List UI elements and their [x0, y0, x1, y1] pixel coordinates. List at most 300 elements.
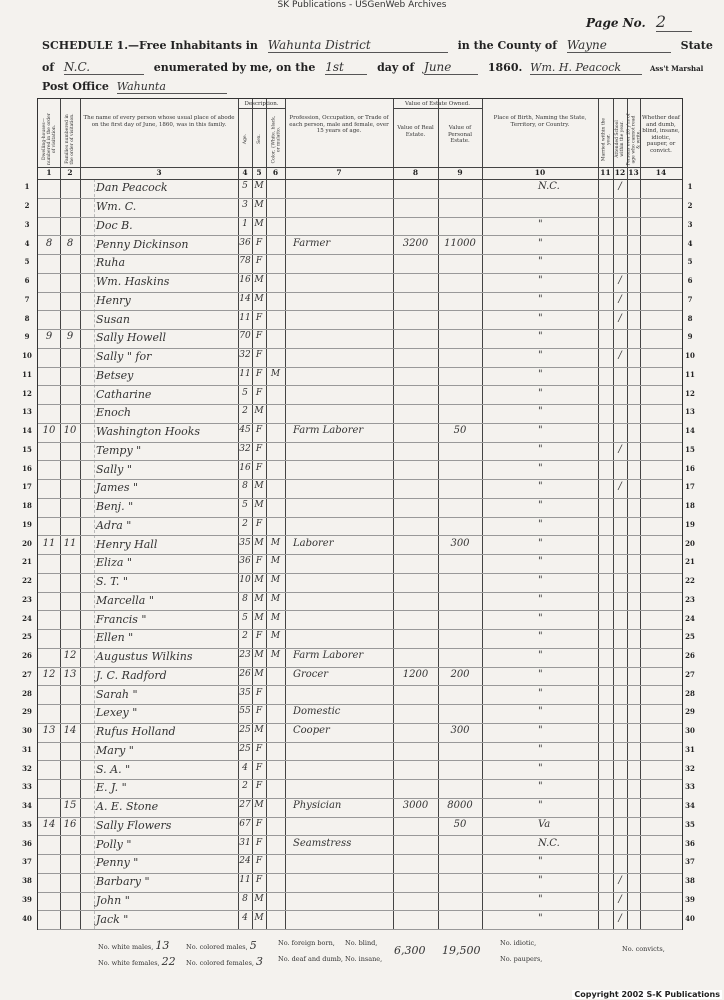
row-number-right: 2	[687, 201, 693, 211]
deaf-dumb-label: No. deaf and dumb,	[278, 955, 343, 963]
cell-birth: "	[538, 575, 543, 587]
row-number-right: 40	[685, 913, 695, 923]
cell-birth: "	[538, 781, 543, 793]
cell-age: 23	[239, 650, 251, 661]
column-number: 10	[534, 168, 546, 177]
row-number-left: 27	[22, 669, 32, 679]
row-number-right: 18	[685, 501, 695, 511]
cell-pers: 50	[453, 425, 467, 437]
day-value: 1st	[325, 60, 367, 75]
cell-birth: "	[538, 593, 543, 605]
row-number-right: 1	[687, 182, 693, 192]
cell-d: 14	[42, 818, 56, 830]
row-number-left: 36	[22, 838, 32, 848]
cell-birth: "	[538, 443, 543, 455]
white-females	[98, 955, 176, 968]
row-number-left: 38	[22, 876, 32, 886]
cell-color: M	[270, 631, 281, 642]
cell-color: M	[270, 650, 281, 661]
row-number-left: 28	[22, 688, 32, 698]
cell-age: 36	[239, 556, 251, 567]
grid-vline	[613, 99, 614, 929]
row-rule	[38, 629, 682, 630]
cell-color: M	[270, 575, 281, 586]
row-number-right: 35	[685, 819, 695, 829]
cell-school: /	[618, 350, 622, 362]
cell-name: Mary "	[96, 743, 134, 757]
cell-birth: "	[538, 518, 543, 530]
row-rule	[38, 254, 682, 255]
cell-school: /	[618, 275, 622, 287]
column-header-10: Place of Birth, Naming the State, Territory, or Country.	[493, 115, 587, 128]
row-rule	[38, 535, 682, 536]
row-number-left: 34	[22, 801, 32, 811]
cell-name: Wm. Haskins	[96, 275, 170, 289]
cell-age: 2	[242, 406, 248, 417]
cell-birth: "	[538, 500, 543, 512]
cell-birth: "	[538, 350, 543, 362]
cell-name: Betsey	[96, 368, 134, 382]
cell-name: Dan Peacock	[96, 181, 168, 195]
cell-birth: "	[538, 706, 543, 718]
cell-school: /	[618, 481, 622, 493]
cell-name: Lexey "	[96, 706, 138, 720]
cell-birth: "	[538, 462, 543, 474]
grid-vline	[598, 99, 599, 929]
cell-occ: Farm Laborer	[293, 425, 364, 437]
row-rule	[38, 648, 682, 649]
column-header-14: Whether deaf and dumb, blind, insane, idiotic, pauper, or convict.	[642, 115, 680, 154]
cell-age: 45	[239, 425, 251, 436]
cell-d: 11	[42, 537, 56, 549]
cell-age: 24	[239, 856, 251, 867]
cell-f: 9	[66, 331, 74, 343]
cell-name: Benj. "	[96, 500, 134, 514]
cell-sex: F	[255, 350, 263, 361]
row-number-left: 4	[24, 238, 30, 248]
row-number-right: 22	[685, 576, 695, 586]
cell-birth: Va	[538, 818, 551, 830]
cell-age: 35	[239, 537, 251, 548]
cell-age: 25	[239, 743, 251, 754]
cell-age: 70	[239, 331, 251, 342]
cell-sex: M	[254, 218, 264, 229]
cell-sex: M	[254, 200, 264, 211]
cell-age: 8	[242, 481, 248, 492]
cell-sex: F	[255, 631, 263, 642]
row-rule	[38, 854, 682, 855]
cell-sex: F	[255, 425, 263, 436]
cell-school: /	[618, 875, 622, 887]
row-rule	[38, 610, 682, 611]
cell-birth: "	[538, 556, 543, 568]
cell-birth: "	[538, 425, 543, 437]
header-rule	[38, 167, 682, 168]
cell-birth: "	[538, 893, 543, 905]
row-number-right: 15	[685, 444, 695, 454]
column-header-9: Value of Personal Estate.	[447, 125, 473, 144]
cell-name: Francis "	[96, 612, 147, 626]
row-rule	[38, 217, 682, 218]
cell-sex: F	[255, 368, 263, 379]
cell-color: M	[270, 368, 281, 379]
cell-sex: F	[255, 743, 263, 754]
cell-birth: "	[538, 481, 543, 493]
grid-vline	[266, 99, 267, 929]
cell-color: M	[270, 556, 281, 567]
row-rule	[38, 573, 682, 574]
row-number-left: 40	[22, 913, 32, 923]
row-rule	[38, 817, 682, 818]
cell-occ: Cooper	[293, 725, 330, 737]
top-caption: SK Publications - USGenWeb Archives	[277, 0, 447, 10]
cell-school: /	[618, 912, 622, 924]
white-females-label: No. white females,	[98, 959, 160, 967]
cell-birth: "	[538, 331, 543, 343]
row-rule	[38, 479, 682, 480]
cell-real: 1200	[402, 668, 429, 680]
row-number-right: 14	[685, 426, 695, 436]
state-value: N.C.	[64, 60, 144, 75]
row-number-left: 25	[22, 632, 32, 642]
row-number-right: 25	[685, 632, 695, 642]
cell-name: Enoch	[96, 406, 131, 420]
cell-birth: "	[538, 762, 543, 774]
column-number: 9	[457, 168, 463, 177]
cell-name: Sally " for	[96, 350, 152, 364]
cell-age: 5	[242, 181, 248, 192]
cell-sex: F	[255, 856, 263, 867]
row-number-right: 16	[685, 463, 695, 473]
year-value: 1860.	[487, 61, 523, 74]
cell-age: 67	[239, 818, 251, 829]
cell-school: /	[618, 893, 622, 905]
row-rule	[38, 292, 682, 293]
cell-age: 55	[239, 706, 251, 717]
cell-pers: 50	[453, 818, 467, 830]
cell-age: 35	[239, 687, 251, 698]
row-rule	[38, 892, 682, 893]
row-number-right: 8	[687, 313, 693, 323]
cell-name: Sally Howell	[96, 331, 167, 345]
row-number-right: 33	[685, 782, 695, 792]
marshal-label: Ass't Marshal	[650, 64, 704, 73]
column-header-8: Value of Real Estate.	[397, 125, 434, 138]
cell-name: Susan	[96, 312, 130, 326]
column-number: 7	[336, 168, 342, 177]
insane-label: No. insane,	[345, 955, 383, 963]
cell-age: 26	[239, 668, 251, 679]
row-number-left: 13	[22, 407, 32, 417]
value-group-header: Value of Estate Owned.	[393, 101, 482, 109]
column-header-6: Color, {White, black, or mulatto.	[270, 115, 281, 163]
copyright-notice: Copyright 2002 S-K Publications	[574, 990, 720, 999]
month-value: June	[424, 60, 478, 75]
row-number-left: 8	[24, 313, 30, 323]
row-rule	[38, 235, 682, 236]
white-males-value: 13	[155, 939, 170, 952]
column-number: 13	[628, 168, 639, 177]
row-rule	[38, 929, 682, 930]
census-table	[37, 98, 683, 930]
blind-label: No. blind,	[345, 939, 378, 947]
cell-name: Sarah "	[96, 687, 138, 701]
row-number-left: 7	[24, 294, 30, 304]
cell-age: 11	[239, 875, 251, 886]
cell-age: 32	[239, 443, 251, 454]
cell-sex: M	[254, 725, 264, 736]
cell-pers: 300	[450, 725, 470, 737]
cell-age: 5	[242, 500, 248, 511]
idiotic-label: No. idiotic,	[500, 939, 537, 947]
description-group-header: Description.	[238, 101, 285, 109]
row-number-left: 2	[24, 201, 30, 211]
row-rule	[38, 517, 682, 518]
row-number-right: 38	[685, 876, 695, 886]
cell-name: Adra "	[96, 518, 132, 532]
row-number-right: 30	[685, 726, 695, 736]
row-number-right: 4	[687, 238, 693, 248]
cell-school: /	[618, 181, 622, 193]
cell-sex: F	[255, 331, 263, 342]
column-header-5: Sex.	[256, 134, 262, 144]
cell-name: Catharine	[96, 387, 152, 401]
row-number-left: 10	[22, 351, 32, 361]
cell-occ: Domestic	[293, 706, 341, 718]
cell-color: M	[270, 612, 281, 623]
cell-birth: "	[538, 537, 543, 549]
cell-name: J. C. Radford	[96, 668, 167, 682]
header-rule	[38, 179, 682, 180]
marshal-value: Wm. H. Peacock	[530, 61, 642, 75]
cell-name: Ellen "	[96, 631, 134, 645]
cell-name: John "	[96, 893, 130, 907]
cell-age: 4	[242, 912, 248, 923]
row-number-right: 12	[685, 388, 695, 398]
row-number-left: 21	[22, 557, 32, 567]
cell-name: S. T. "	[96, 575, 128, 589]
row-number-left: 26	[22, 651, 32, 661]
cell-pers: 8000	[447, 800, 473, 812]
cell-name: E. J. "	[96, 781, 127, 795]
column-header-7: Profession, Occupation, or Trade of each person, male and female, over 15 years of age.	[289, 115, 389, 134]
cell-name: Ruha	[96, 256, 126, 270]
page-label: Page No.	[586, 16, 646, 30]
row-number-right: 32	[685, 763, 695, 773]
cell-birth: "	[538, 856, 543, 868]
colored-females-label: No. colored females,	[186, 959, 254, 967]
cell-school: /	[618, 293, 622, 305]
column-number: 12	[614, 168, 626, 177]
row-number-left: 12	[22, 388, 32, 398]
cell-birth: "	[538, 406, 543, 418]
row-rule	[38, 554, 682, 555]
row-number-right: 26	[685, 651, 695, 661]
cell-name: Rufus Holland	[96, 725, 176, 739]
row-number-left: 6	[24, 276, 30, 286]
cell-sex: M	[254, 500, 264, 511]
cell-age: 8	[242, 893, 248, 904]
cell-f: 15	[63, 800, 77, 812]
row-rule	[38, 667, 682, 668]
row-number-left: 24	[22, 613, 32, 623]
cell-age: 10	[239, 575, 251, 586]
row-number-left: 29	[22, 707, 32, 717]
row-number-right: 10	[685, 351, 695, 361]
cell-color: M	[270, 537, 281, 548]
row-number-left: 33	[22, 782, 32, 792]
cell-sex: F	[255, 818, 263, 829]
cell-age: 11	[239, 368, 251, 379]
cell-sex: F	[255, 781, 263, 792]
colored-males	[186, 939, 257, 952]
row-number-left: 20	[22, 538, 32, 548]
column-number: 4	[242, 168, 248, 177]
cell-pers: 200	[450, 668, 470, 680]
cell-age: 32	[239, 350, 251, 361]
cell-occ: Farmer	[293, 237, 331, 249]
cell-real: 3000	[402, 800, 429, 812]
column-number: 2	[67, 168, 73, 177]
row-number-left: 18	[22, 501, 32, 511]
column-number: 3	[156, 168, 162, 177]
row-rule	[38, 873, 682, 874]
row-number-left: 11	[22, 369, 32, 379]
cell-school: /	[618, 443, 622, 455]
state-label: State	[680, 39, 713, 52]
cell-f: 11	[63, 537, 77, 549]
cell-name: Marcella "	[96, 593, 154, 607]
row-rule	[38, 442, 682, 443]
cell-sex: F	[255, 762, 263, 773]
cell-birth: "	[538, 218, 543, 230]
row-number-right: 7	[687, 294, 693, 304]
row-rule	[38, 348, 682, 349]
row-number-left: 37	[22, 857, 32, 867]
schedule-label: SCHEDULE 1.—Free Inhabitants in	[42, 39, 258, 52]
cell-birth: "	[538, 800, 543, 812]
cell-sex: F	[255, 556, 263, 567]
district-value: Wahunta District	[268, 38, 448, 53]
colored-males-value: 5	[249, 939, 257, 952]
cell-age: 14	[239, 293, 251, 304]
cell-name: Henry Hall	[96, 537, 158, 551]
cell-name: S. A. "	[96, 762, 131, 776]
cell-age: 1	[242, 218, 248, 229]
cell-name: Polly "	[96, 837, 132, 851]
cell-birth: "	[538, 387, 543, 399]
cell-age: 4	[242, 762, 248, 773]
grid-vline	[482, 99, 483, 929]
cell-birth: "	[538, 631, 543, 643]
column-header-13: Persons over 20 y'rs of age who cannot read & write.	[626, 113, 641, 165]
row-number-left: 30	[22, 726, 32, 736]
row-rule	[38, 798, 682, 799]
cell-sex: F	[255, 462, 263, 473]
cell-occ: Seamstress	[293, 837, 352, 849]
enumerated-label: enumerated by me, on the	[153, 61, 316, 74]
cell-birth: N.C.	[538, 837, 560, 849]
cell-f: 14	[63, 725, 77, 737]
cell-d: 10	[42, 425, 56, 437]
cell-name: Barbary "	[96, 875, 150, 889]
colored-females-value: 3	[256, 955, 264, 968]
row-rule	[38, 779, 682, 780]
row-number-left: 39	[22, 894, 32, 904]
row-number-left: 1	[24, 182, 30, 192]
cell-name: Sally "	[96, 462, 132, 476]
cell-d: 8	[45, 237, 53, 249]
row-number-right: 37	[685, 857, 695, 867]
cell-age: 27	[239, 800, 251, 811]
cell-sex: F	[255, 387, 263, 398]
row-number-right: 17	[685, 482, 695, 492]
row-number-right: 5	[687, 257, 693, 267]
cell-age: 2	[242, 631, 248, 642]
column-header-1: Dwelling-houses—numbered in the order of visitation.	[41, 113, 57, 165]
cell-age: 36	[239, 237, 251, 248]
row-rule	[38, 367, 682, 368]
row-number-right: 6	[687, 276, 693, 286]
row-number-left: 35	[22, 819, 32, 829]
cell-f: 8	[66, 237, 74, 249]
row-number-left: 23	[22, 594, 32, 604]
row-rule	[38, 723, 682, 724]
cell-sex: M	[254, 593, 264, 604]
cell-sex: M	[254, 612, 264, 623]
cell-birth: "	[538, 256, 543, 268]
column-number: 5	[256, 168, 262, 177]
cell-occ: Physician	[293, 800, 342, 812]
cell-f: 16	[63, 818, 77, 830]
cell-sex: F	[255, 687, 263, 698]
row-rule	[38, 760, 682, 761]
cell-sex: M	[254, 293, 264, 304]
cell-sex: M	[254, 537, 264, 548]
paupers-label: No. paupers,	[500, 955, 543, 963]
cell-school: /	[618, 312, 622, 324]
row-rule	[38, 310, 682, 311]
white-females-value: 22	[161, 955, 176, 968]
cell-sex: M	[254, 481, 264, 492]
cell-birth: "	[538, 368, 543, 380]
cell-sex: F	[255, 518, 263, 529]
cell-name: Jack "	[96, 912, 129, 926]
row-rule	[38, 742, 682, 743]
cell-name: Penny "	[96, 856, 139, 870]
schedule-title	[42, 38, 713, 53]
cell-age: 5	[242, 387, 248, 398]
cell-real: 3200	[402, 237, 429, 249]
cell-sex: F	[255, 256, 263, 267]
column-header-12: Attended School within the year.	[615, 120, 625, 158]
enumeration-line	[42, 60, 703, 75]
cell-name: Penny Dickinson	[96, 237, 189, 251]
row-rule	[38, 460, 682, 461]
cell-sex: F	[255, 237, 263, 248]
cell-sex: F	[255, 312, 263, 323]
column-number: 1	[46, 168, 52, 177]
cell-birth: "	[538, 743, 543, 755]
column-number: 11	[600, 168, 611, 177]
cell-age: 78	[239, 256, 251, 267]
column-header-2: Families numbered in the order of visitation.	[65, 113, 75, 165]
row-rule	[38, 498, 682, 499]
cell-sex: M	[254, 650, 264, 661]
cell-birth: "	[538, 668, 543, 680]
cell-d: 12	[42, 668, 56, 680]
row-rule	[38, 404, 682, 405]
